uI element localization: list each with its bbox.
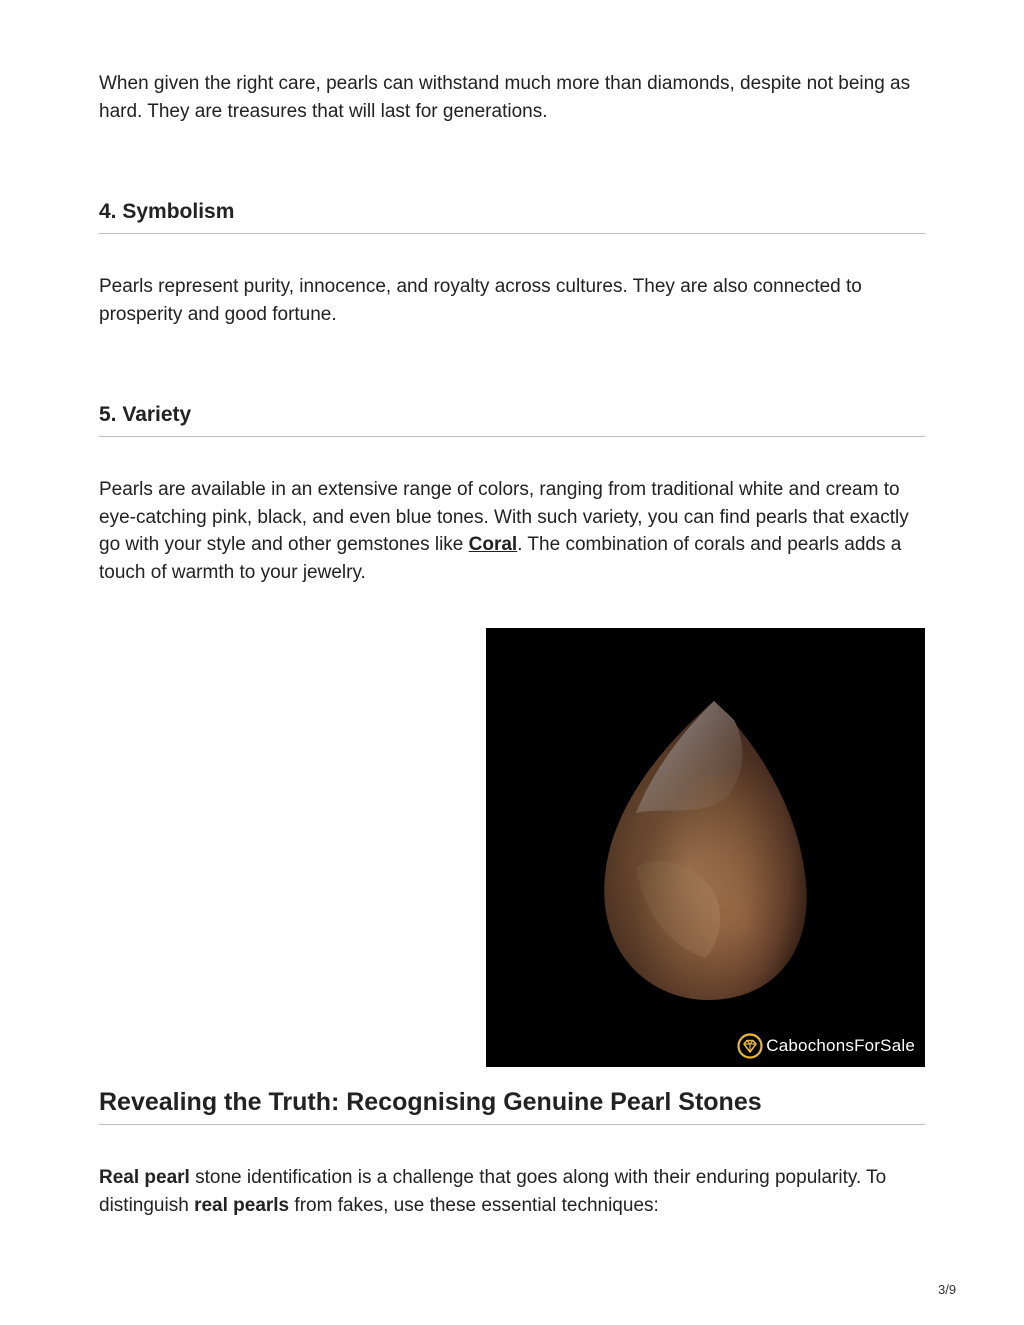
variety-paragraph [99,476,925,586]
variety-heading: 5. Variety [99,403,192,426]
variety-text-after: . The combination of corals and pearls adds a touch of warmth to your jewelry. [99,534,902,583]
page-number: 3/9 [938,1282,957,1297]
symbolism-heading: 4. Symbolism [99,200,235,223]
truth-paragraph [99,1164,925,1219]
truth-text-1: stone identification is a challenge that goes along with their enduring popularity. To distinguish [99,1167,887,1216]
symbolism-paragraph: Pearls represent purity, innocence, and royalty across cultures. They are also connected to prosperity and good fortune. [99,276,862,325]
pearl-drop-illustration [486,628,925,1067]
watermark [737,1033,915,1059]
variety-divider [99,436,925,437]
pearl-cabochon-image [486,628,925,1067]
truth-divider [99,1124,925,1125]
coral-link[interactable]: Coral [468,534,518,555]
truth-text-2: from fakes, use these essential techniques: [289,1194,659,1216]
symbolism-divider [99,233,925,234]
real-pearls-bold: real pearls [194,1194,290,1216]
gem-logo-icon [737,1033,763,1059]
real-pearl-bold: Real pearl [99,1167,190,1188]
watermark-text: CabochonsForSale [766,1036,915,1055]
intro-paragraph: When given the right care, pearls can withstand much more than diamonds, despite not being as hard. They are treasures that will last for generations. [99,73,911,122]
variety-text-before: Pearls are available in an extensive range of colors, ranging from traditional white and cream to eye-catching pink, black, and even blue tones. With such variety, you can find pearls that exactly go with your style and other gemstones like [99,479,909,555]
truth-heading: Revealing the Truth: Recognising Genuine Pearl Stones [99,1088,762,1116]
